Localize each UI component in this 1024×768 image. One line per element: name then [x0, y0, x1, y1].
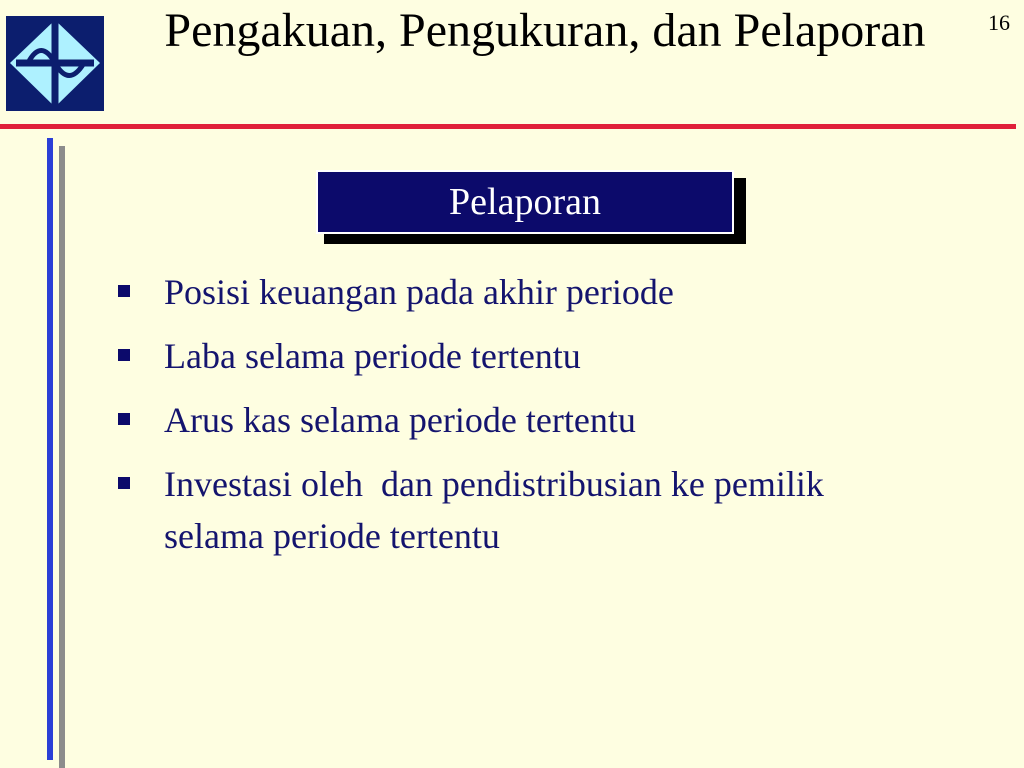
page-number: 16 [988, 10, 1010, 35]
bullet-item [112, 458, 932, 562]
bullet-text: Laba selama periode tertentu [164, 336, 581, 376]
square-bullet-icon [118, 349, 130, 361]
square-bullet-icon [118, 285, 130, 297]
diamond-logo-icon [6, 16, 104, 111]
bullet-item [112, 266, 932, 318]
bullet-text: Arus kas selama periode tertentu [164, 400, 636, 440]
bullet-item [112, 394, 932, 446]
section-heading: Pelaporan [316, 170, 734, 234]
bullet-item [112, 330, 932, 382]
title-divider [0, 124, 1016, 129]
square-bullet-icon [118, 477, 130, 489]
accent-bar-gray [59, 146, 65, 768]
bullet-text: Posisi keuangan pada akhir periode [164, 272, 674, 312]
accent-bar-blue [47, 138, 53, 760]
slide-title: Pengakuan, Pengukuran, dan Pelaporan [164, 4, 926, 57]
bullet-text: Investasi oleh dan pendistribusian ke pemilik selama periode tertentu [164, 464, 833, 556]
bullet-list [112, 266, 932, 574]
square-bullet-icon [118, 413, 130, 425]
